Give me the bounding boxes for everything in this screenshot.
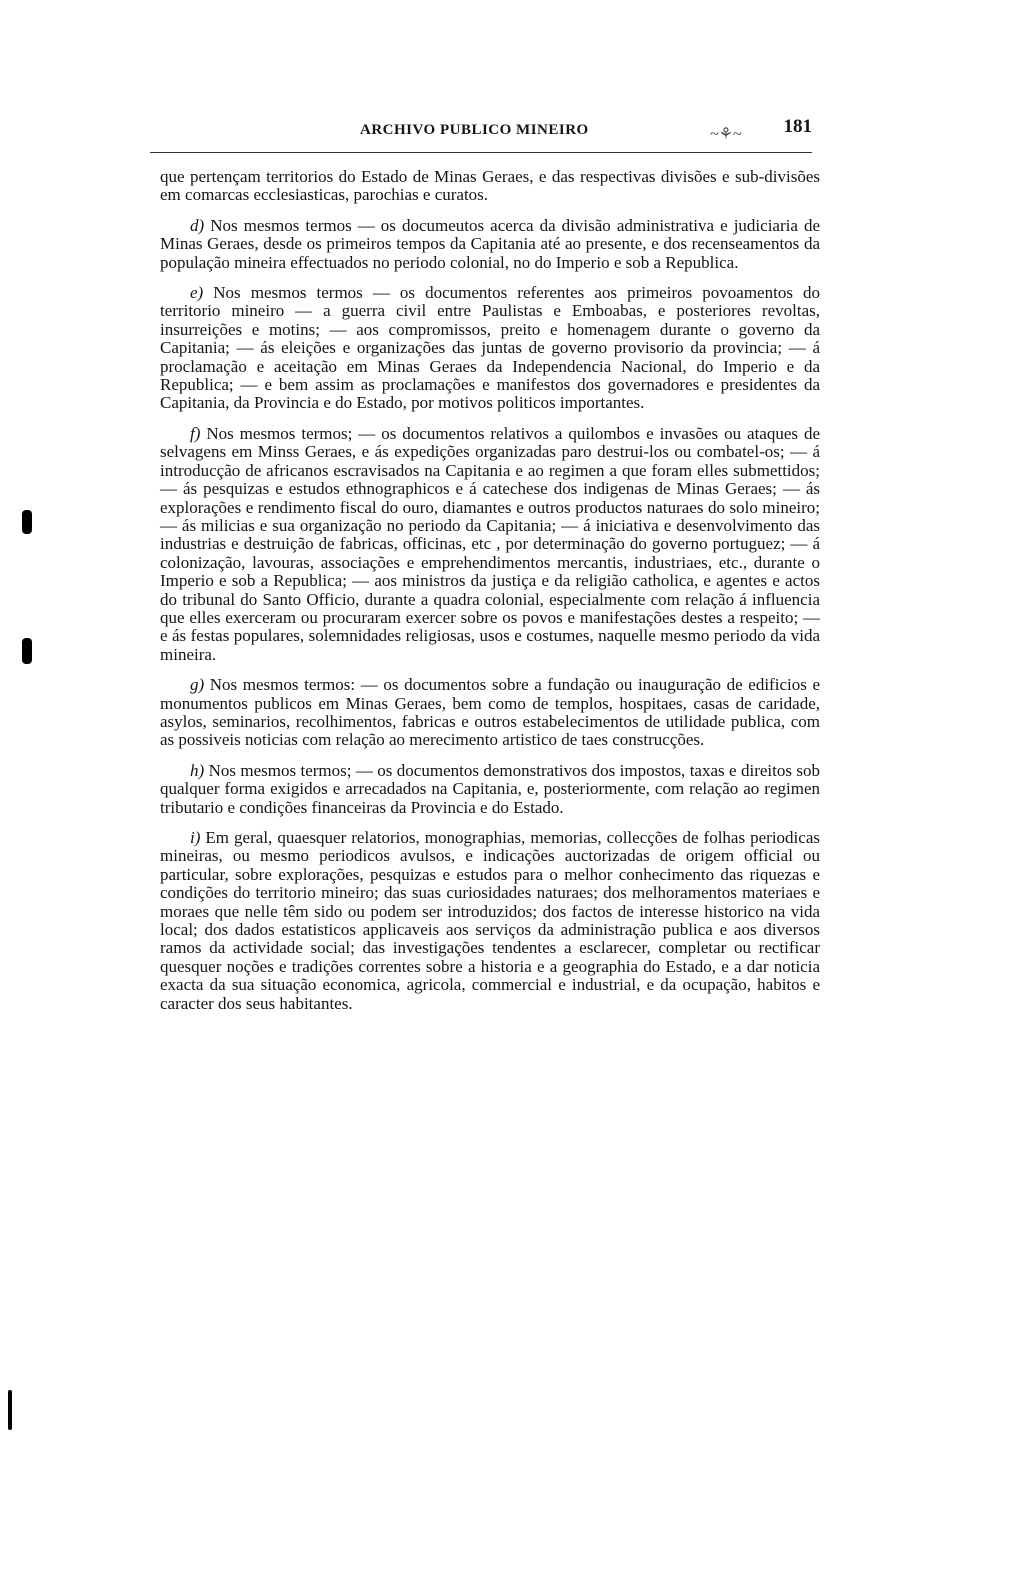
- ornament-icon: ~⚘~: [710, 126, 742, 143]
- paragraph-d: [160, 217, 820, 272]
- paragraph-continuation: [160, 168, 820, 205]
- paragraph-text: Nos mesmos termos — os documentos referentes aos primeiros povoamentos do territorio mineiro — a guerra civil entre Paulistas e Emboabas, e posteriores revoltas, insurreições e motins; — aos compromissos, preito e homenagem durante o governo da Capitania; — ás eleições e organizações das juntas de governo provisorio da provincia; — á proclamação e aceitação em Minas Geraes da Independencia Nacional, do Imperio e da Republica; — e bem assim as proclamações e manifestos dos governadores e presidentes da Capitania, da Provincia e do Estado, por motivos politicos importantes.: [160, 283, 820, 413]
- body-text: [160, 168, 820, 1025]
- paragraph-letter: e): [190, 283, 204, 303]
- paragraph-i: [160, 829, 820, 1013]
- binding-mark: [22, 638, 32, 664]
- page-number: 181: [783, 116, 812, 137]
- paragraph-text: Nos mesmos termos; — os documentos demonstrativos dos impostos, taxas e direitos sob qualquer forma exigidos e arrecadados na Capitania, e, posteriormente, com relação ao regimen tributario e condições financeiras da Provincia e do Estado.: [160, 760, 820, 817]
- paragraph-letter: i): [190, 828, 201, 847]
- running-header: [150, 116, 830, 156]
- paragraph-f: [160, 425, 820, 664]
- paragraph-letter: h): [190, 760, 205, 780]
- running-title: ARCHIVO PUBLICO MINEIRO: [360, 122, 589, 138]
- paragraph-g: [160, 676, 820, 750]
- paragraph-text: que pertençam territorios do Estado de Minas Geraes, e das respectivas divisões e sub-divisões em comarcas ecclesiasticas, parochias e curatos.: [160, 167, 820, 205]
- paragraph-text: Nos mesmos termos: — os documentos sobre a fundação ou inauguração de edificios e monumentos publicos em Minas Geraes, bem como de templos, hospitaes, casas de caridade, asylos, seminarios, recolhimentos, fabricas e outros estabelecimentos de utilidade publica, com as possiveis noticias com relação ao merecimento artistico de taes construcções.: [160, 675, 820, 750]
- paragraph-text: Nos mesmos termos — os documeutos acerca da divisão administrativa e judiciaria de Minas Geraes, desde os primeiros tempos da Capitania até ao presente, e dos recenseamentos da população mineira effectuados no periodo colonial, no do Imperio e sob a Republica.: [160, 215, 820, 272]
- paragraph-letter: g): [190, 675, 205, 695]
- paragraph-text: Em geral, quaesquer relatorios, monographias, memorias, collecções de folhas periodicas mineiras, ou mesmo periodicos avulsos, e indicações auctorizadas de origem official ou particular, sobre explorações, pesquizas e estudos para o melhor conhecimento das riquezas e condições do territorio mineiro; das suas curiosidades naturaes; dos melhoramentos materiaes e moraes que nelle têm sido ou podem ser introduzidos; dos factos de interesse historico na vida local; dos dados estatisticos applicaveis aos serviços da administração publica e aos diversos ramos da actividade social; das investigações tendentes a esclarecer, completar ou rectificar quesquer noções e tradições correntes sobre a historia e a geographia do Estado, e a dar noticia exacta da sua situação economica, agricola, commercial e industrial, e da ocupação, habitos e caracter dos seus habitantes.: [160, 828, 820, 1013]
- paragraph-text: Nos mesmos termos; — os documentos relativos a quilombos e invasões ou ataques de selvagens em Minss Geraes, e ás expedições organizadas paro destrui-los ou combatel-os; — á introducção de africanos escravisados na Capitania e ao regimen a que foram elles submettidos; — ás pesquizas e estudos ethnographicos e á catechese dos indigenas de Minas Geraes; — ás explorações e rendimento fiscal do ouro, diamantes e outros productos naturaes do solo mineiro; — ás milicias e sua organização no periodo da Capitania; — á iniciativa e desenvolvimento das industrias e destruição de fabricas, officinas, etc , por determinação do governo portuguez; — á colonização, lavouras, associações e emprehendimentos mercantis, industriaes, etc., durante o Imperio e sob a Republica; — aos ministros da justiça e da religião catholica, e agentes e actos do tribunal do Santo Officio, durante a quadra colonial, especialmente com relação á influencia que elles exerceram ou procuraram exercer sobre os povos e manifestações destes a respeito; — e ás festas populares, solemnidades religiosas, usos e costumes, naquelle mesmo periodo da vida mineira.: [160, 423, 820, 664]
- paragraph-e: [160, 284, 820, 413]
- paragraph-letter: f): [190, 423, 201, 443]
- binding-mark: [8, 1390, 12, 1430]
- paragraph-letter: d): [190, 215, 205, 235]
- header-rule: [150, 152, 812, 153]
- paragraph-h: [160, 762, 820, 817]
- binding-mark: [22, 510, 32, 534]
